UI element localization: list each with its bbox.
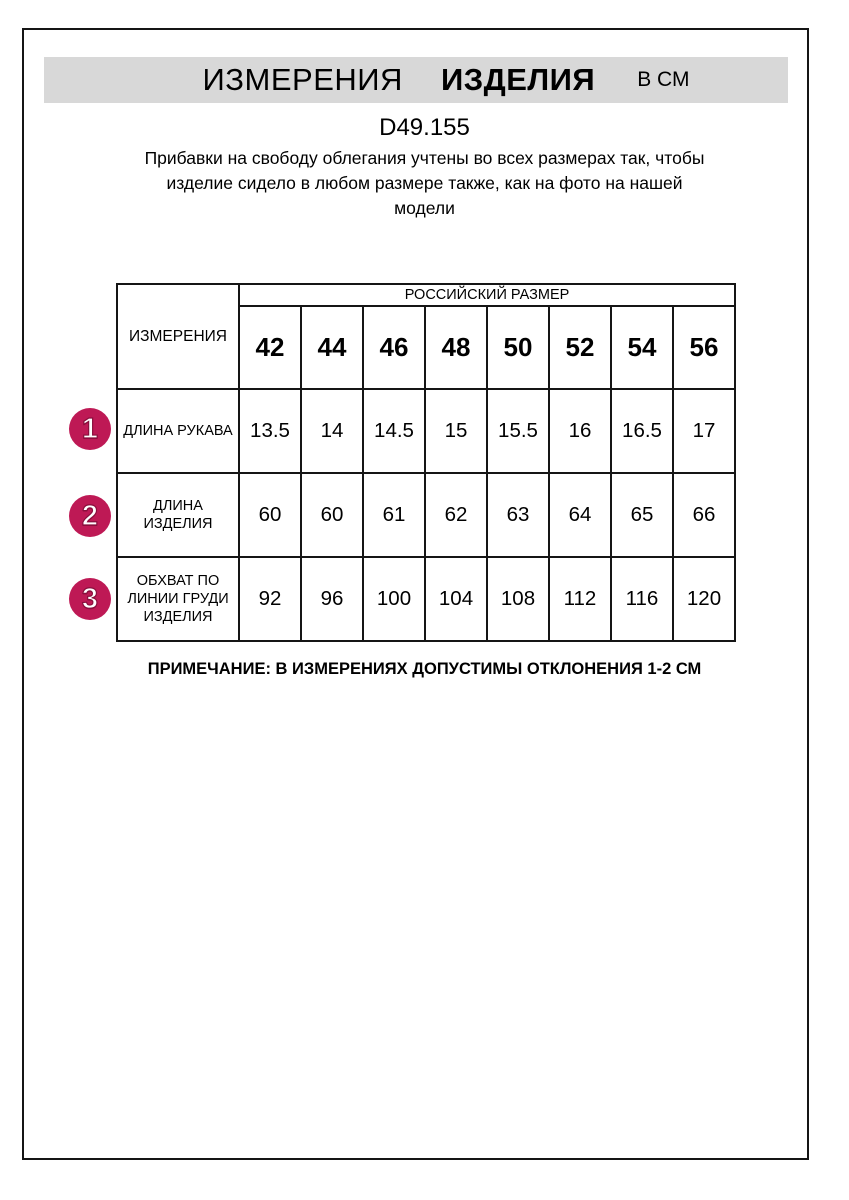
row-value: 63	[487, 473, 549, 557]
description-line: изделие сидело в любом размере также, как на фото на нашей	[166, 173, 683, 193]
row-value: 104	[425, 557, 487, 641]
row-value: 13.5	[239, 389, 301, 473]
row-value: 112	[549, 557, 611, 641]
row-label-line: ЛИНИИ ГРУДИ	[127, 591, 229, 607]
size-col-header: 54	[611, 306, 673, 389]
row-label-line: ИЗДЕЛИЯ	[143, 609, 213, 625]
title-unit: В СМ	[637, 68, 690, 91]
size-col-header: 52	[549, 306, 611, 389]
row-value: 17	[673, 389, 735, 473]
row-value: 65	[611, 473, 673, 557]
row-value: 60	[239, 473, 301, 557]
table-row	[117, 473, 735, 557]
row-value: 15.5	[487, 389, 549, 473]
row-label	[117, 389, 239, 473]
title-product: ИЗДЕЛИЯ	[440, 62, 596, 97]
row-value: 66	[673, 473, 735, 557]
row-value: 120	[673, 557, 735, 641]
size-col-header: 48	[425, 306, 487, 389]
description-line: модели	[394, 198, 455, 218]
size-table	[116, 283, 736, 642]
row-label	[117, 557, 239, 641]
row-label-line: ИЗДЕЛИЯ	[143, 516, 213, 532]
row-value: 14	[301, 389, 363, 473]
size-col-header: 50	[487, 306, 549, 389]
row-value: 61	[363, 473, 425, 557]
row-value: 14.5	[363, 389, 425, 473]
table-row	[117, 389, 735, 473]
size-col-header: 42	[239, 306, 301, 389]
row-label-line: ДЛИНА	[153, 498, 203, 514]
description-line: Прибавки на свободу облегания учтены во всех размерах так, чтобы	[144, 148, 705, 168]
row-value: 96	[301, 557, 363, 641]
row-value: 100	[363, 557, 425, 641]
product-description	[0, 146, 849, 221]
row-value: 16.5	[611, 389, 673, 473]
row-marker-2: 2	[69, 495, 111, 537]
row-marker-1: 1	[69, 408, 111, 450]
row-value: 64	[549, 473, 611, 557]
product-code: D49.155	[379, 114, 470, 141]
row-label-line: ДЛИНА РУКАВА	[123, 423, 233, 439]
row-value: 108	[487, 557, 549, 641]
size-col-header: 44	[301, 306, 363, 389]
russian-size-group-header: РОССИЙСКИЙ РАЗМЕР	[239, 284, 735, 306]
title-bar	[44, 57, 788, 103]
row-value: 60	[301, 473, 363, 557]
row-value: 92	[239, 557, 301, 641]
tolerance-note: ПРИМЕЧАНИЕ: В ИЗМЕРЕНИЯХ ДОПУСТИМЫ ОТКЛОНЕНИЯ 1-2 СМ	[147, 660, 702, 678]
row-value: 116	[611, 557, 673, 641]
title-measurements: ИЗМЕРЕНИЯ	[202, 62, 403, 97]
size-col-header: 46	[363, 306, 425, 389]
table-row	[117, 557, 735, 641]
row-label	[117, 473, 239, 557]
row-value: 62	[425, 473, 487, 557]
row-marker-3: 3	[69, 578, 111, 620]
size-col-header: 56	[673, 306, 735, 389]
row-value: 16	[549, 389, 611, 473]
row-value: 15	[425, 389, 487, 473]
row-label-line: ОБХВАТ ПО	[136, 573, 220, 589]
measurements-header: ИЗМЕРЕНИЯ	[117, 284, 239, 389]
